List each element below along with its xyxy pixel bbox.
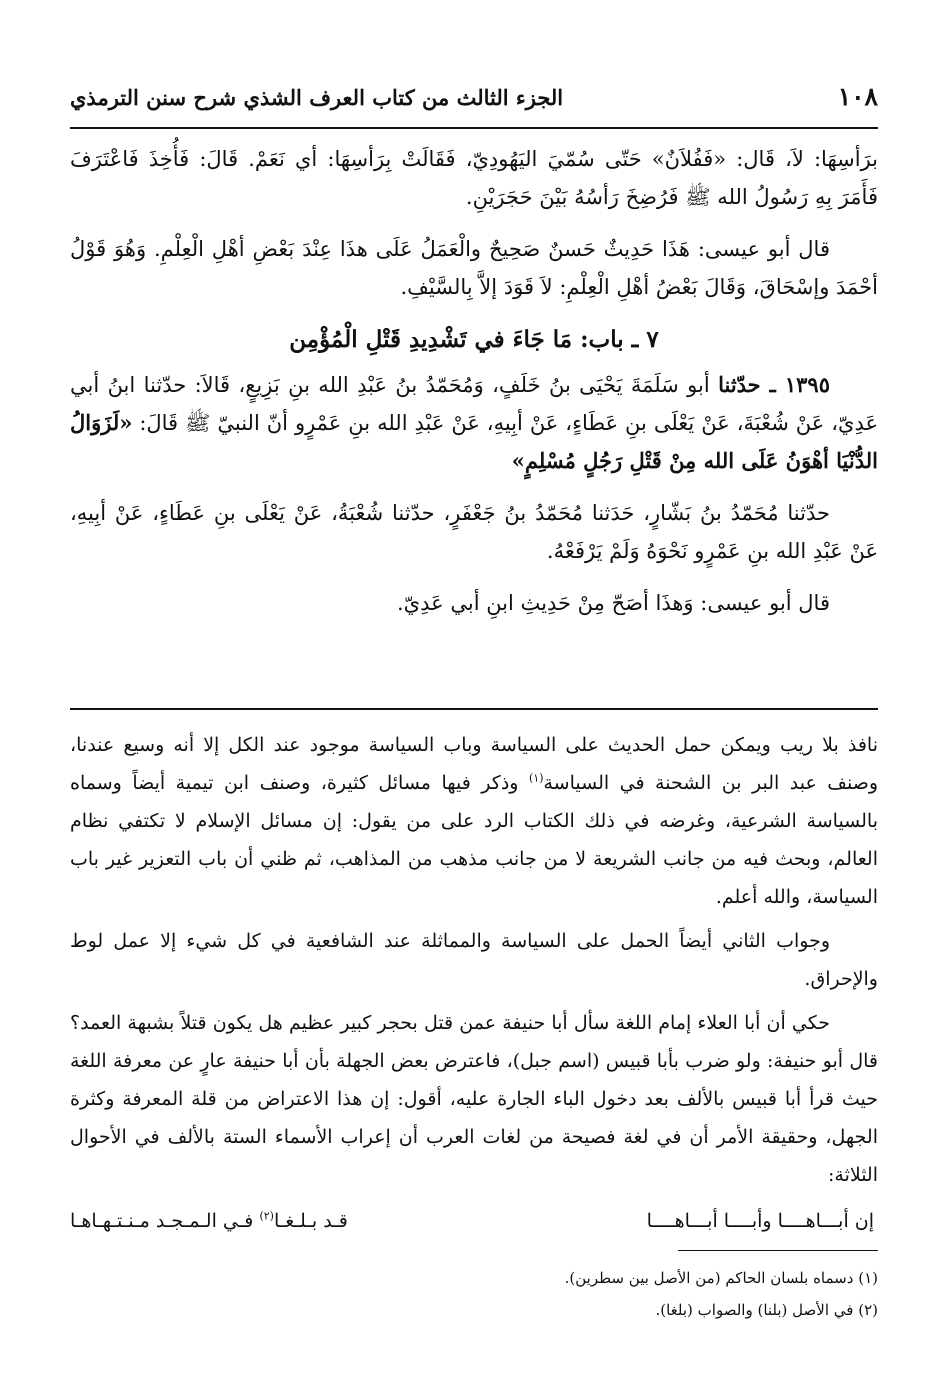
second-chain: حدّثنا مُحَمّدُ بنُ بَشّارٍ، حَدَثنا مُحَمّدُ بنُ جَعْفَرٍ، حدّثنا شُعْبَةُ، عَنْ يَعْلَى بنِ عَطَاءٍ، عَنْ أبِيهِ، عَنْ عَبْدِ الله بنِ عَمْرٍو نَحْوَهُ وَلَمْ يَرْفَعْهُ. — [70, 501, 878, 563]
footnote-2-text: في الأصل (بلنا) والصواب (بلغا). — [655, 1301, 854, 1319]
verse-first-hemistich: إن أبـــاهــــا وأبــــا أبـــاهــــا — [646, 1210, 874, 1232]
commentary-para-1 — [70, 726, 878, 916]
hadith-quote: «لَزَوَالُ الدُّنْيَا أهْوَنُ عَلَى الله مِنْ قَتْلِ رَجُلٍ مُسْلِمٍ» — [70, 410, 878, 473]
hadith-number: ١٣٩٥ ـ حدّثنا — [718, 372, 830, 397]
abu-isa-comment-2: قال أبو عيسى: وَهذَا أصَحّ مِنْ حَدِيثِ ابنِ أبي عَدِيّ. — [397, 591, 830, 615]
hadith-isnad: أبو سَلَمَةَ يَحْيَى بنُ خَلَفٍ، وَمُحَمّدُ بنُ عَبْدِ الله بنِ بَزِيعٍ، قَالاَ: حدّثنا ابنُ أبي عَدِيّ، عَنْ شُعْبَةَ، عَنْ يَعْلَى بنِ عَطَاءٍ، عَنْ أبِيهِ، عَنْ عَبْدِ الله بنِ عَمْرٍو أنّ النبيّ ﷺ قَالَ: — [70, 373, 878, 435]
commentary — [70, 726, 878, 1240]
hadith-continuation: برَأسِهَا: لاَ، قَال: «فَفُلاَنٌ» حَتّى سُمّيَ اليَهُودِيّ، فَقَالَتْ بِرَأسِهَا: أي نَعَمْ. قَالَ: فَأُخِذَ فَاعْتَرَفَ فَأَمَرَ بِهِ رَسُولُ الله ﷺ فَرُضِخَ رَأسُهُ بَيْنَ حَجَرَيْنِ. — [70, 147, 878, 209]
header-rule — [70, 127, 878, 129]
commentary-divider — [70, 708, 878, 710]
footnote-marker-2: (٢) — [259, 1209, 274, 1223]
footnotes — [70, 1262, 878, 1326]
footnote-1 — [70, 1262, 878, 1294]
verse-second-b: فـي الـمـجـد مـنـتـهـاهـا — [70, 1210, 254, 1232]
commentary-para-2: وجواب الثاني أيضاً الحمل على السياسة والمماثلة عند الشافعية في كل شيء إلا عمل لوط والإحراق. — [70, 930, 878, 990]
page-header — [70, 80, 878, 120]
verse-second-a: قـد بـلـغـا — [273, 1210, 348, 1232]
chapter-heading: ٧ ـ باب: مَا جَاءَ في تَشْدِيدِ قَتْلِ الْمُؤْمِن — [289, 326, 659, 353]
page-number: ١٠٨ — [837, 82, 878, 111]
main-text — [70, 140, 878, 636]
hadith-1395 — [70, 366, 878, 480]
footnote-1-number: (١) — [858, 1269, 878, 1287]
abu-isa-comment-1: قال أبو عيسى: هَذَا حَدِيثٌ حَسنٌ صَحِيحٌ والْعَمَلُ عَلَى هذَا عِنْدَ بَعْضِ أهْلِ الْعِلْمِ. وَهُوَ قَوْلُ أحْمَدَ وإسْحَاقَ، وَقَالَ بَعْضُ أهْلِ الْعِلْمِ: لاَ قَوَدَ إلاَّ بِالسَّيْفِ. — [70, 237, 878, 299]
footnote-2 — [70, 1294, 878, 1326]
commentary-para-1-a: نافذ بلا ريب ويمكن حمل الحديث على السياسة وباب السياسة موجود عند الكل إلا أنه وسيع عندنا، وصنف عبد البر بن الشحنة في السياسة — [70, 734, 878, 794]
poetry-verse — [70, 1202, 878, 1240]
commentary-para-1-b: وذكر فيها مسائل كثيرة، وصنف ابن تيمية أيضاً وسماه بالسياسة الشرعية، وغرضه في ذلك الكتاب الرد على من يقول: إن مسائل الإسلام لا تكتفي نظام العالم، وبحث فيه من جانب الشريعة لا من جانب مذهب من المذاهب، ثم ظني أن باب التعزير غير باب السياسة، والله أعلم. — [70, 772, 878, 908]
footnote-2-number: (٢) — [858, 1301, 878, 1319]
footnote-marker-1: (١) — [528, 771, 544, 785]
commentary-para-3: حكي أن أبا العلاء إمام اللغة سأل أبا حنيفة عمن قتل بحجر كبير عظيم هل يكون قتلاً بشبهة العمد؟ قال أبو حنيفة: ولو ضرب بأبا قبيس (اسم جبل)، فاعترض بعض الجهلة بأن أبا حنيفة عارٍ عن معرفة اللغة حيث قرأ أبا قبيس بالألف بعد دخول الباء الجارة عليه، أقول: إن هذا الاعتراض من قلة المعرفة وكثرة الجهل، وحقيقة الأمر أن في لغة فصيحة من لغات العرب أن إعراب الأسماء الستة بالألف في الأحوال الثلاثة: — [70, 1012, 878, 1186]
running-title: الجزء الثالث من كتاب العرف الشذي شرح سنن الترمذي — [70, 85, 564, 110]
footnote-1-text: دسماه بلسان الحاكم (من الأصل بين سطرين). — [564, 1269, 854, 1287]
verse-second-hemistich — [70, 1202, 348, 1240]
footnote-rule — [678, 1250, 878, 1251]
